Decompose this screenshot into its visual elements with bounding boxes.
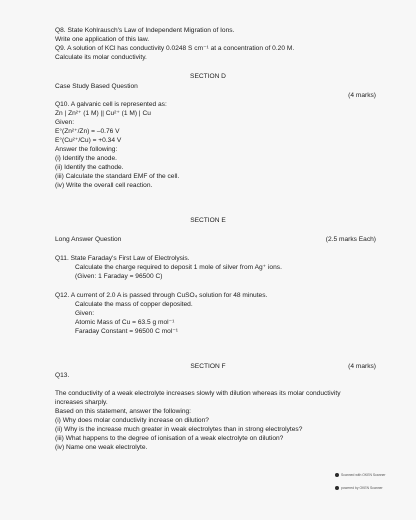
q12-given: Given: — [75, 310, 95, 317]
q13-line2: increases sharply. — [55, 399, 108, 406]
scanner-logo-icon — [335, 486, 339, 490]
q13-line3: Based on this statement, answer the following: — [55, 408, 191, 415]
scanner-footer-text2: powered by OKEN Scanner — [341, 486, 383, 490]
q10-ii: (ii) Identify the cathode. — [55, 164, 124, 171]
section-e-subtitle: Long Answer Question — [55, 236, 122, 243]
scanner-footer-text1: Scanned with OKEN Scanner — [341, 473, 386, 477]
q9-line1: Q9. A solution of KCl has conductivity 0.0248 S cm⁻¹ at a concentration of 0.20 M. — [55, 45, 295, 52]
q8-line2: Write one application of this law. — [55, 36, 150, 43]
q13-ii: (ii) Why is the increase much greater in weak electrolytes than in strong electrolytes? — [55, 426, 303, 433]
q10-iv: (iv) Write the overall cell reaction. — [55, 182, 153, 189]
section-d-marks: (4 marks) — [348, 92, 376, 99]
q10-e2: E°(Cu²⁺/Cu) = +0.34 V — [55, 137, 122, 144]
section-f-marks: (4 marks) — [348, 363, 376, 370]
q10-e1: E°(Zn²⁺/Zn) = –0.76 V — [55, 128, 120, 135]
q12-line1: Q12. A current of 2.0 A is passed through CuSO₄ solution for 48 minutes. — [55, 292, 268, 299]
scanner-footer-line1 — [335, 473, 385, 477]
q13-i: (i) Why does molar conductivity increase on dilution? — [55, 417, 209, 424]
section-e-title: SECTION E — [190, 217, 226, 224]
q10-answer: Answer the following: — [55, 146, 118, 153]
scanner-logo-icon — [335, 473, 339, 477]
section-f-title: SECTION F — [190, 363, 226, 370]
q9-line2: Calculate its molar conductivity. — [55, 54, 147, 61]
q12-faraday: Faraday Constant = 96500 C mol⁻¹ — [75, 328, 178, 335]
q10-line1: Q10. A galvanic cell is represented as: — [55, 101, 167, 108]
q10-line2: Zn | Zn²⁺ (1 M) || Cu²⁺ (1 M) | Cu — [55, 110, 151, 117]
section-e-marks: (2.5 marks Each) — [325, 236, 376, 243]
q11-line2: Calculate the charge required to deposit 1 mole of silver from Ag⁺ ions. — [75, 264, 282, 271]
q10-i: (i) Identify the anode. — [55, 155, 117, 162]
q8-line1: Q8. State Kohlrausch's Law of Independent Migration of Ions. — [55, 27, 235, 34]
q13-label: Q13. — [55, 372, 70, 379]
scanner-footer-line2 — [335, 486, 383, 490]
q11-line3: (Given: 1 Faraday = 96500 C) — [75, 273, 163, 280]
q12-mass: Atomic Mass of Cu = 63.5 g mol⁻¹ — [75, 319, 175, 326]
section-d-title: SECTION D — [190, 73, 226, 80]
q13-iv: (iv) Name one weak electrolyte. — [55, 444, 148, 451]
q13-iii: (iii) What happens to the degree of ionisation of a weak electrolyte on dilution? — [55, 435, 284, 442]
q10-iii: (iii) Calculate the standard EMF of the cell. — [55, 173, 180, 180]
section-d-subtitle: Case Study Based Question — [55, 83, 138, 90]
q10-given: Given: — [55, 119, 75, 126]
q13-line1: The conductivity of a weak electrolyte increases slowly with dilution whereas its molar conductivity — [55, 390, 341, 397]
q12-line2: Calculate the mass of copper deposited. — [75, 301, 193, 308]
q11-line1: Q11. State Faraday's First Law of Electrolysis. — [55, 255, 190, 262]
